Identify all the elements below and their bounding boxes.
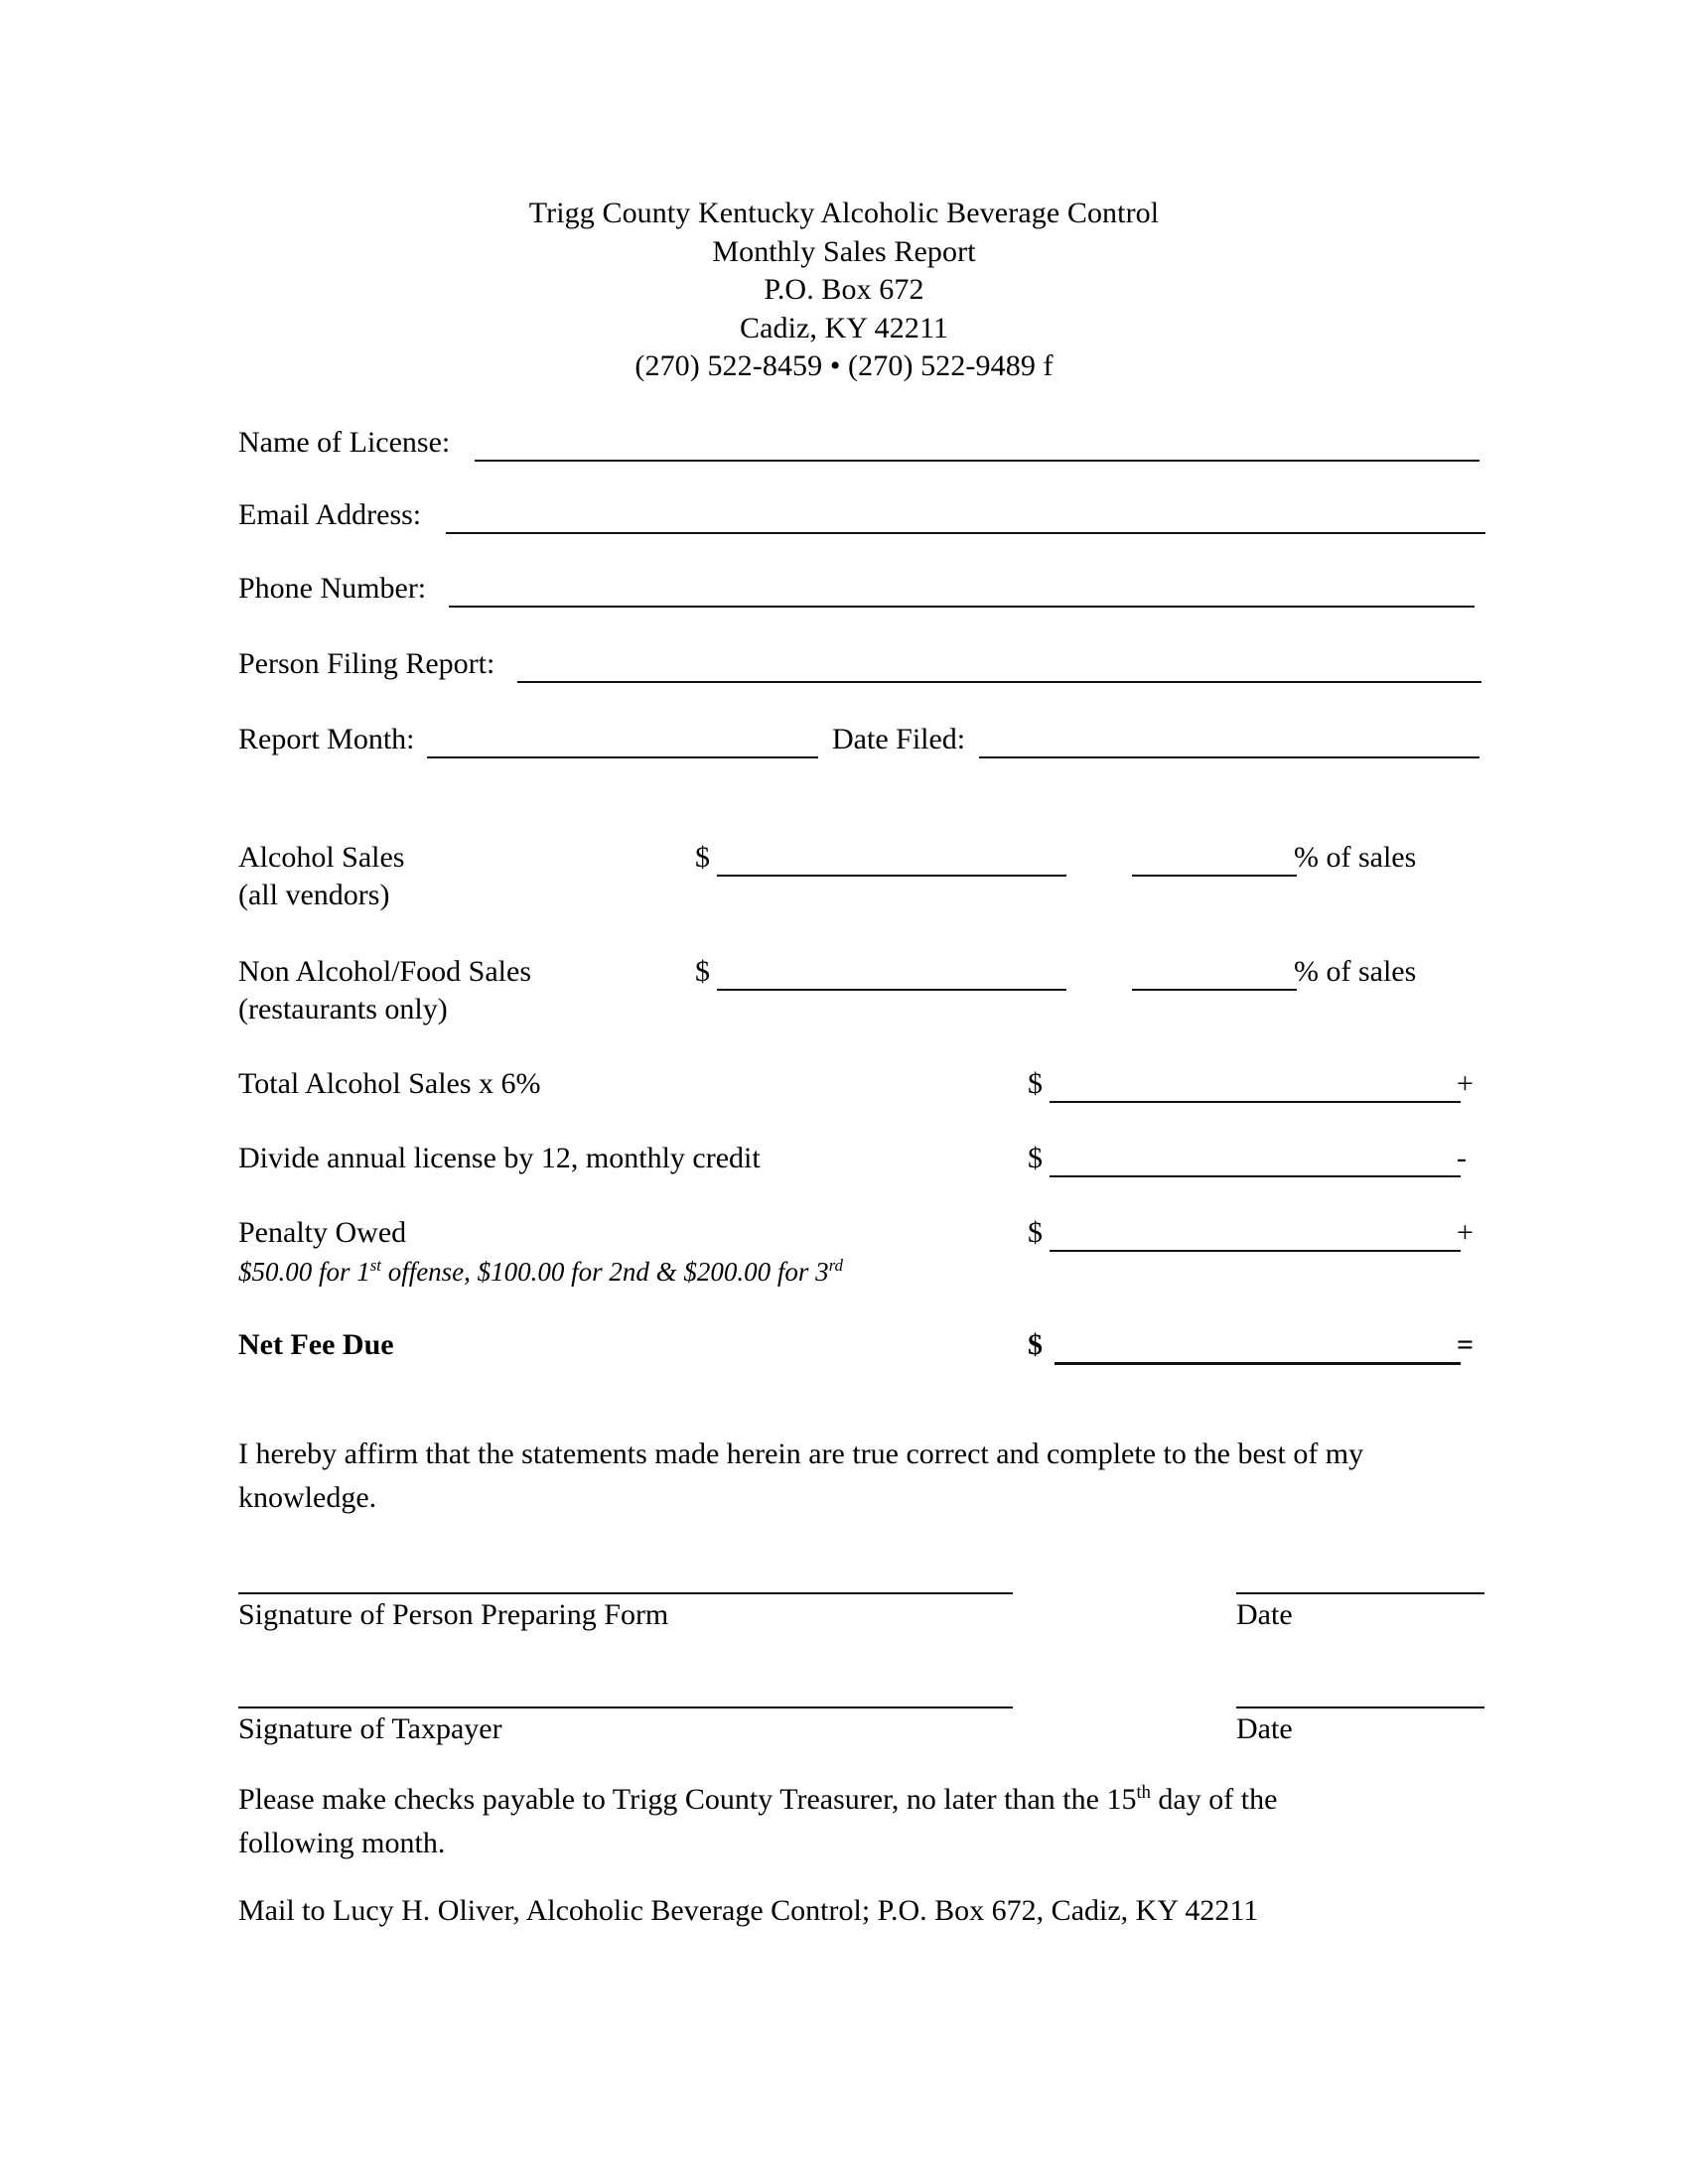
input-date-filed[interactable] xyxy=(979,756,1479,758)
input-non-alcohol-food-sales-amount[interactable] xyxy=(717,989,1066,991)
input-alcohol-sales-amount[interactable] xyxy=(717,875,1066,877)
label-date-taxpayer: Date xyxy=(1236,1712,1293,1745)
operator-net-fee-due: = xyxy=(1457,1328,1475,1361)
input-date-taxpayer[interactable] xyxy=(1236,1706,1484,1708)
input-person-filing-report[interactable] xyxy=(517,681,1481,683)
label-person-filing-report: Person Filing Report: xyxy=(238,647,495,680)
input-signature-taxpayer[interactable] xyxy=(238,1706,1013,1708)
operator-monthly-license-credit: - xyxy=(1457,1142,1467,1174)
label-signature-taxpayer: Signature of Taxpayer xyxy=(238,1712,502,1745)
input-report-month[interactable] xyxy=(427,756,818,758)
input-total-alcohol-sales-tax[interactable] xyxy=(1050,1101,1461,1103)
input-name-of-license[interactable] xyxy=(475,460,1479,462)
currency-symbol-total-alcohol-sales-tax: $ xyxy=(1028,1067,1043,1100)
footer-checks-part2: day of the following month. xyxy=(238,1783,1278,1859)
sublabel-alcohol-sales: (all vendors) xyxy=(238,879,390,911)
label-non-alcohol-food-sales: Non Alcohol/Food Sales xyxy=(238,955,532,988)
header-line-phone-fax: (270) 522-8459 • (270) 522-9489 f xyxy=(634,349,1054,382)
label-monthly-license-credit: Divide annual license by 12, monthly credit xyxy=(238,1142,761,1174)
header-line-po-box: P.O. Box 672 xyxy=(764,273,924,306)
input-net-fee-due[interactable] xyxy=(1055,1362,1461,1365)
header-line-city-state-zip: Cadiz, KY 42211 xyxy=(739,311,949,344)
operator-penalty-owed: + xyxy=(1457,1216,1474,1249)
sublabel-non-alcohol-food-sales: (restaurants only) xyxy=(238,993,448,1025)
input-non-alcohol-food-sales-percent[interactable] xyxy=(1132,989,1297,991)
footer-checks-sup: th xyxy=(1136,1782,1151,1803)
suffix-non-alcohol-food-sales-percent: % of sales xyxy=(1294,955,1417,988)
input-email-address[interactable] xyxy=(446,532,1485,534)
label-report-month: Report Month: xyxy=(238,723,415,755)
currency-symbol-non-alcohol-food-sales: $ xyxy=(695,955,710,988)
footer-payment-instructions xyxy=(238,1778,1360,1865)
penalty-note-sup1: st xyxy=(369,1256,381,1275)
label-total-alcohol-sales-tax: Total Alcohol Sales x 6% xyxy=(238,1067,541,1100)
header-line-organization: Trigg County Kentucky Alcoholic Beverage Control xyxy=(528,197,1160,229)
label-alcohol-sales: Alcohol Sales xyxy=(238,841,405,874)
suffix-alcohol-sales-percent: % of sales xyxy=(1294,841,1417,874)
currency-symbol-alcohol-sales: $ xyxy=(695,841,710,874)
input-signature-preparer[interactable] xyxy=(238,1592,1013,1594)
currency-symbol-net-fee-due: $ xyxy=(1028,1328,1043,1361)
currency-symbol-penalty-owed: $ xyxy=(1028,1216,1043,1249)
input-alcohol-sales-percent[interactable] xyxy=(1132,875,1297,877)
input-phone-number[interactable] xyxy=(449,606,1475,608)
label-penalty-owed: Penalty Owed xyxy=(238,1216,407,1249)
label-net-fee-due: Net Fee Due xyxy=(238,1328,394,1361)
operator-total-alcohol-sales-tax: + xyxy=(1457,1067,1474,1100)
header-line-title: Monthly Sales Report xyxy=(712,234,976,268)
form-header xyxy=(0,195,1688,386)
penalty-note-sup2: rd xyxy=(828,1256,843,1275)
input-date-preparer[interactable] xyxy=(1236,1592,1484,1594)
input-penalty-owed[interactable] xyxy=(1050,1250,1461,1252)
label-date-preparer: Date xyxy=(1236,1598,1293,1631)
penalty-note-part1: $50.00 for 1 xyxy=(238,1257,370,1287)
penalty-note-part2: offense, $100.00 for 2nd & $200.00 for 3 xyxy=(380,1257,829,1287)
penalty-schedule-note xyxy=(238,1253,843,1291)
affirmation-statement: I hereby affirm that the statements made herein are true correct and complete to the best of my knowledge. xyxy=(238,1437,1364,1514)
currency-symbol-monthly-license-credit: $ xyxy=(1028,1142,1043,1174)
label-name-of-license: Name of License: xyxy=(238,426,451,459)
footer-mail-to: Mail to Lucy H. Oliver, Alcoholic Beverage Control; P.O. Box 672, Cadiz, KY 42211 xyxy=(238,1894,1259,1927)
label-signature-preparer: Signature of Person Preparing Form xyxy=(238,1598,669,1631)
label-phone-number: Phone Number: xyxy=(238,572,427,605)
input-monthly-license-credit[interactable] xyxy=(1050,1175,1461,1177)
footer-checks-part1: Please make checks payable to Trigg County Treasurer, no later than the 15 xyxy=(238,1783,1137,1816)
label-email-address: Email Address: xyxy=(238,498,422,531)
label-date-filed: Date Filed: xyxy=(832,723,966,755)
